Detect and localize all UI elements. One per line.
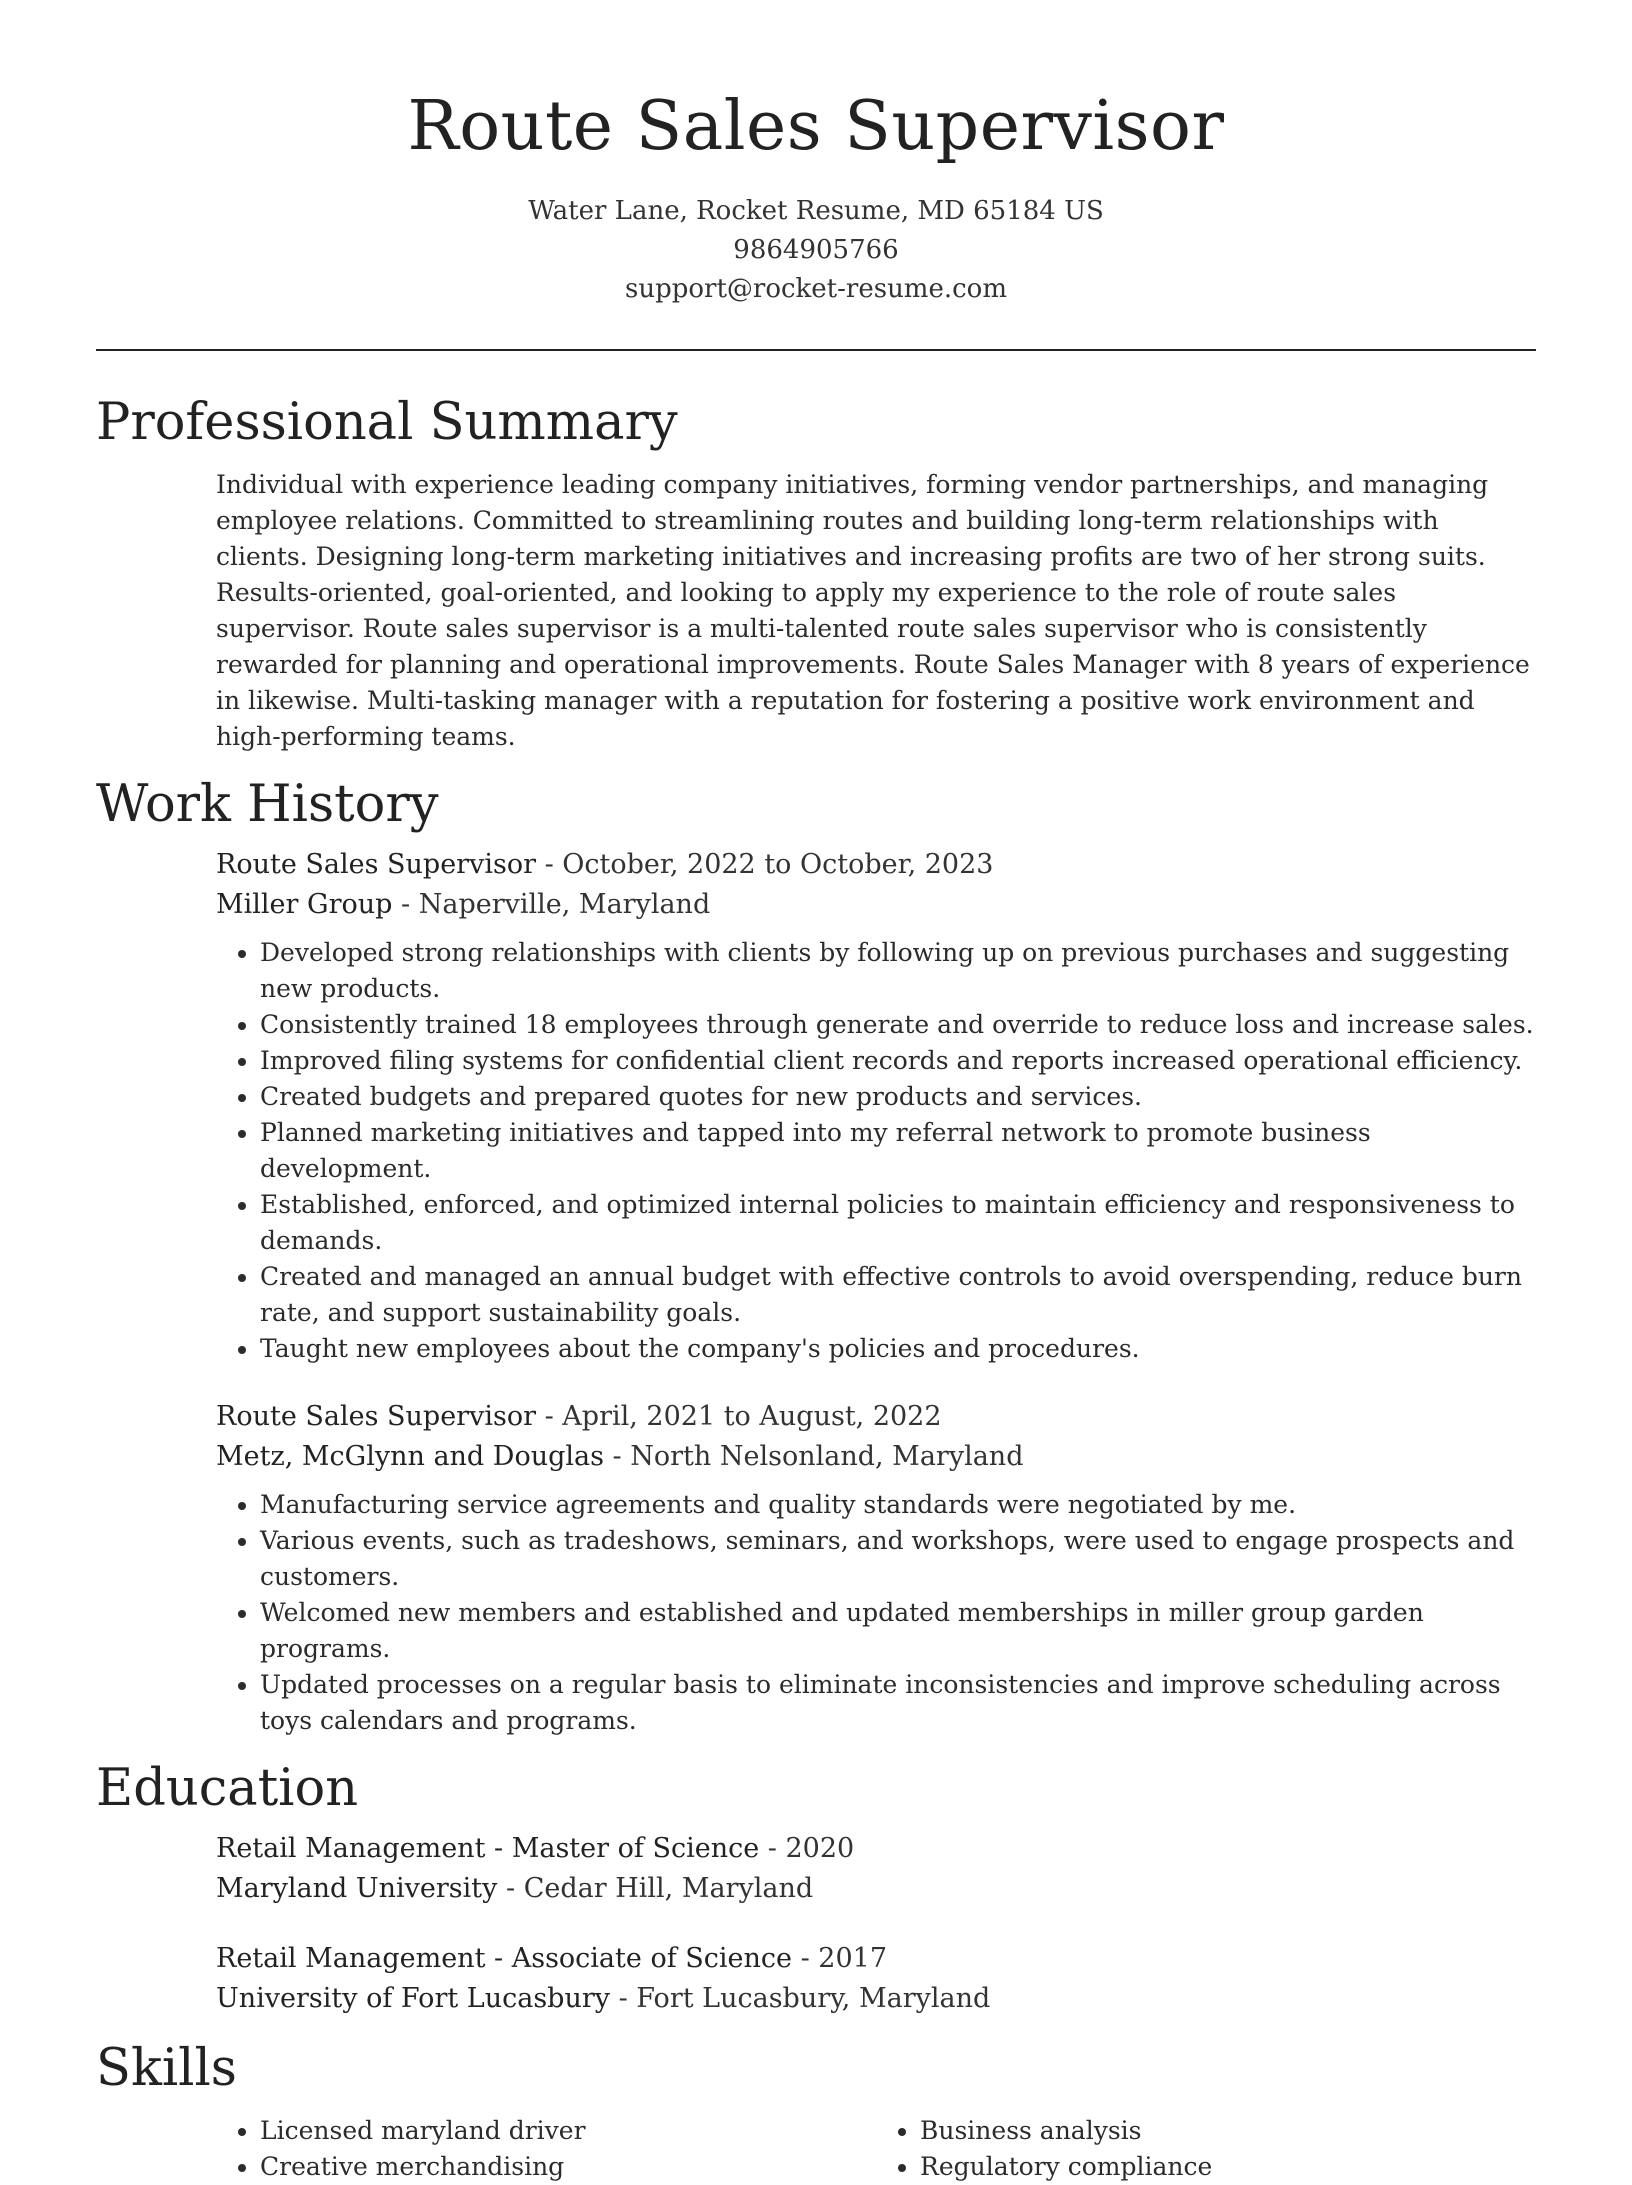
work-history-section xyxy=(96,771,1536,1739)
school-line xyxy=(216,1869,1536,1909)
list-item: • Licensed maryland driver xyxy=(260,2113,876,2149)
list-item: • Established, enforced, and optimized internal policies to maintain efficiency and responsiveness to demands. xyxy=(260,1187,1536,1259)
school: Maryland University xyxy=(216,1873,498,1904)
list-item: • Improved filing systems for confidential client records and reports increased operational efficiency. xyxy=(260,1043,1536,1079)
list-item: • Consistently trained 18 employees through generate and override to reduce loss and increase sales. xyxy=(260,1007,1536,1043)
job-title-line xyxy=(216,1397,1536,1437)
school: University of Fort Lucasbury xyxy=(216,1983,611,2014)
summary-section xyxy=(96,389,1536,755)
job-bullets xyxy=(216,935,1536,1367)
contact-info xyxy=(96,192,1536,309)
header-divider xyxy=(96,349,1536,351)
graduation-year: - 2020 xyxy=(759,1833,855,1864)
list-item: • Welcomed new members and established and updated memberships in miller group garden programs. xyxy=(260,1595,1536,1667)
school-line xyxy=(216,1979,1536,2019)
school-location: - Cedar Hill, Maryland xyxy=(497,1873,814,1904)
list-item: • Planned marketing initiatives and tapped into my referral network to promote business development. xyxy=(260,1115,1536,1187)
job-company-line xyxy=(216,885,1536,925)
job-dates: - October, 2022 to October, 2023 xyxy=(536,849,994,880)
resume-page xyxy=(96,0,1536,2185)
summary-text: Individual with experience leading company initiatives, forming vendor partnerships, and managing employee relations. Committed to streamlining routes and building long-term relationships with clients. Designing long-term marketing initiatives and increasing profits are two of her strong suits. Results-oriented, goal-oriented, and looking to apply my experience to the role of route sales supervisor. Route sales supervisor is a multi-talented route sales supervisor who is consistently rewarded for planning and operational improvements. Route Sales Manager with 8 years of experience in likewise. Multi-tasking manager with a reputation for fostering a positive work environment and high-performing teams. xyxy=(216,470,1530,751)
summary-heading: Professional Summary xyxy=(96,393,678,452)
education-heading: Education xyxy=(96,1759,359,1818)
list-item: • Developed strong relationships with clients by following up on previous purchases and suggesting new products. xyxy=(260,935,1536,1007)
email: support@rocket-resume.com xyxy=(624,274,1007,304)
job-bullets xyxy=(216,1487,1536,1739)
phone: 9864905766 xyxy=(733,235,899,265)
skills-section xyxy=(96,2035,1536,2185)
list-item: • Business analysis xyxy=(920,2113,1536,2149)
skills-column-right xyxy=(876,2113,1536,2185)
education-entry xyxy=(216,1829,1536,1909)
job-entry xyxy=(216,845,1536,1367)
list-item: • Manufacturing service agreements and quality standards were negotiated by me. xyxy=(260,1487,1536,1523)
list-item: • Creative merchandising xyxy=(260,2149,876,2185)
job-company-line xyxy=(216,1437,1536,1477)
job-dates: - April, 2021 to August, 2022 xyxy=(536,1401,942,1432)
list-item: • Various events, such as tradeshows, seminars, and workshops, were used to engage prospects and customers. xyxy=(260,1523,1536,1595)
job-title-line xyxy=(216,845,1536,885)
degree: Retail Management - Master of Science xyxy=(216,1833,760,1864)
list-item: • Updated processes on a regular basis to eliminate inconsistencies and improve scheduling across toys calendars and programs. xyxy=(260,1667,1536,1739)
graduation-year: - 2017 xyxy=(792,1943,888,1974)
job-company: Miller Group xyxy=(216,889,393,920)
degree-line xyxy=(216,1939,1536,1979)
skills-column-left xyxy=(216,2113,876,2185)
job-role: Route Sales Supervisor xyxy=(216,1401,536,1432)
resume-header xyxy=(96,0,1536,309)
degree-line xyxy=(216,1829,1536,1869)
education-section xyxy=(96,1755,1536,2019)
address: Water Lane, Rocket Resume, MD 65184 US xyxy=(528,196,1104,226)
job-role: Route Sales Supervisor xyxy=(216,849,536,880)
list-item: • Regulatory compliance xyxy=(920,2149,1536,2185)
list-item: • Taught new employees about the company's policies and procedures. xyxy=(260,1331,1536,1367)
school-location: - Fort Lucasbury, Maryland xyxy=(610,1983,991,2014)
list-item: • Created budgets and prepared quotes for new products and services. xyxy=(260,1079,1536,1115)
skills-heading: Skills xyxy=(96,2039,237,2098)
candidate-name: Route Sales Supervisor xyxy=(407,87,1225,166)
list-item: • Created and managed an annual budget with effective controls to avoid overspending, reduce burn rate, and support sustainability goals. xyxy=(260,1259,1536,1331)
education-entry xyxy=(216,1939,1536,2019)
job-location: - Naperville, Maryland xyxy=(392,889,711,920)
job-entry xyxy=(216,1397,1536,1739)
job-company: Metz, McGlynn and Douglas xyxy=(216,1441,604,1472)
work-history-heading: Work History xyxy=(96,775,439,834)
job-location: - North Nelsonland, Maryland xyxy=(603,1441,1024,1472)
skills-list xyxy=(216,2103,1536,2185)
degree: Retail Management - Associate of Science xyxy=(216,1943,792,1974)
